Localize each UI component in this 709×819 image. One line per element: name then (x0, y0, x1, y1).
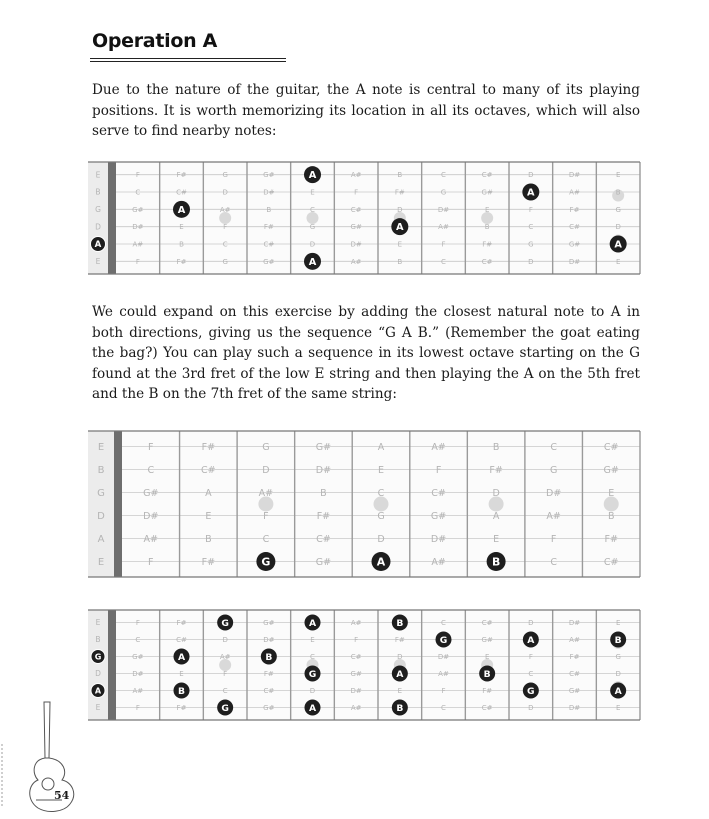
fret-note-label: F# (604, 533, 618, 545)
fret-note-label: F# (569, 652, 580, 661)
intro-paragraph: Due to the nature of the guitar, the A note is central to many of its playing positions. It is worth memorizing its location in all its octaves, which will also serve to find nearby notes: (92, 82, 640, 140)
fret-note-label: F (528, 652, 533, 661)
fret-note-label: F# (569, 205, 580, 214)
fret-note-label: F (148, 441, 154, 453)
fret-note-label: D# (568, 257, 581, 266)
fret-note-label: A# (143, 533, 159, 545)
fret-note-label: F# (316, 510, 331, 522)
fret-note-label: C (222, 686, 228, 695)
fret-note-label: B (484, 223, 490, 232)
fret-note-label: E (310, 188, 315, 197)
fret-note-label: G# (430, 510, 447, 522)
fret-note-label: G (528, 240, 534, 249)
fret-note-label: A# (258, 487, 274, 499)
page-number: 54 (54, 789, 70, 802)
fret-note-label: B (397, 257, 403, 266)
heading-rule-top (90, 58, 286, 59)
note-marker-label: G (308, 668, 317, 680)
fret-note-label: F# (201, 556, 216, 568)
fretboard-diagram-g-a-b-low-e (88, 427, 640, 579)
fret-note-label: D# (568, 703, 581, 712)
fretboard-background (88, 431, 640, 577)
fret-note-label: G (222, 257, 228, 266)
fret-note-label: E (310, 635, 315, 644)
fret-note-label: F# (482, 240, 493, 249)
note-marker-label: A (177, 204, 186, 216)
fret-note-label: D (262, 464, 270, 476)
fret-note-label: F (263, 510, 269, 522)
fret-note-label: B (179, 240, 184, 249)
fret-note-label: F# (176, 703, 187, 712)
fret-note-label: G (222, 171, 228, 180)
fret-note-label: A# (438, 223, 449, 232)
fret-note-label: B (205, 533, 212, 545)
note-marker-label: A (527, 634, 535, 646)
fret-note-label: D (309, 686, 316, 695)
fret-note-label: A# (132, 240, 144, 249)
note-marker-label: G (221, 617, 229, 629)
fret-note-label: E (493, 533, 500, 545)
fret-note-label: D (615, 669, 621, 678)
string-name-label: E (97, 442, 105, 453)
note-marker-label: B (177, 685, 186, 697)
fret-note-label: C# (569, 669, 580, 678)
note-marker-label: G (261, 555, 271, 569)
note-marker-label: A (527, 187, 535, 199)
fret-note-label: C (550, 441, 557, 453)
fret-note-label: D# (263, 635, 275, 644)
fret-note-label: B (266, 205, 272, 214)
string-name-label: E (97, 557, 105, 568)
fret-note-label: G# (263, 171, 275, 180)
heading-rule-bottom (90, 61, 286, 62)
fret-note-label: D (528, 703, 534, 712)
string-name-label: E (95, 256, 101, 266)
fret-note-label: A# (350, 703, 362, 712)
string-name-label: B (95, 187, 101, 197)
note-marker-label: B (491, 555, 501, 569)
fret-note-label: C# (316, 533, 331, 545)
fret-note-label: C (135, 635, 141, 644)
note-marker-label: B (265, 651, 273, 663)
note-marker-label: B (396, 702, 404, 714)
string-name-label: G (95, 204, 101, 214)
fret-note-label: E (397, 240, 403, 249)
note-marker-label: G (527, 685, 535, 697)
fret-note-label: G (262, 441, 270, 453)
note-marker-label: A (396, 222, 404, 234)
fret-note-label: C (528, 223, 534, 232)
fret-note-label: G (615, 652, 621, 661)
fretboard-background (88, 610, 640, 720)
fret-note-label: G# (350, 223, 362, 232)
note-marker-label: A (614, 239, 622, 251)
fret-note-label: C (310, 205, 315, 214)
fret-note-label: C# (263, 240, 275, 249)
fret-note-label: E (615, 618, 621, 627)
fret-note-label: G (549, 464, 558, 476)
note-marker-label: A (308, 256, 317, 268)
fret-note-label: C# (603, 441, 619, 453)
fret-note-label: G (377, 510, 385, 522)
fret-note-label: D# (143, 510, 159, 522)
fret-note-label: F (550, 533, 557, 545)
fret-note-label: C (441, 703, 446, 712)
fret-note-label: D (309, 240, 316, 249)
open-string-marker-label: A (94, 240, 102, 251)
fret-note-label: D# (132, 223, 144, 232)
string-name-label: E (95, 703, 101, 713)
fret-note-label: B (397, 171, 403, 180)
fret-note-label: A# (350, 171, 362, 180)
fret-note-label: F (135, 703, 140, 712)
fret-note-label: E (179, 223, 184, 232)
string-name-label: D (95, 222, 101, 232)
fret-note-label: G# (315, 556, 332, 568)
fret-note-label: E (484, 205, 490, 214)
fret-note-label: F# (263, 669, 274, 678)
fret-note-label: D (397, 205, 403, 214)
fret-note-label: C# (481, 618, 493, 627)
fret-note-label: F (354, 188, 359, 197)
fret-note-label: D (528, 171, 534, 180)
fret-note-label: C (441, 257, 446, 266)
fret-note-label: E (397, 686, 403, 695)
note-marker-label: G (221, 702, 229, 714)
fret-note-label: B (320, 487, 327, 499)
fret-note-label: F (441, 240, 446, 249)
fret-note-label: C# (481, 257, 493, 266)
fret-note-label: E (484, 652, 490, 661)
fret-note-label: F (435, 464, 442, 476)
fret-note-label: C (441, 171, 446, 180)
fret-note-label: D# (568, 171, 581, 180)
guitar-outline-illustration (2, 700, 92, 816)
fret-note-label: A (492, 510, 500, 522)
string-name-label: G (97, 488, 105, 499)
fret-note-label: F (135, 171, 140, 180)
fret-note-label: E (615, 257, 621, 266)
fret-note-label: G# (132, 205, 144, 214)
fret-note-label: A# (431, 441, 446, 453)
note-marker-label: A (308, 617, 317, 629)
fret-note-label: C (147, 464, 155, 476)
string-name-label: E (95, 170, 101, 180)
fret-note-label: C# (481, 171, 493, 180)
fret-note-label: E (608, 487, 615, 499)
fret-note-label: F (223, 669, 228, 678)
nut (108, 610, 116, 720)
fret-note-label: F# (176, 171, 187, 180)
fret-note-label: G# (603, 464, 619, 476)
fret-note-label: D# (437, 652, 450, 661)
fret-note-label: D# (437, 205, 450, 214)
fret-note-label: D (397, 652, 403, 661)
fret-note-label: F# (394, 188, 405, 197)
fret-note-label: G# (263, 257, 275, 266)
fret-note-label: F# (201, 441, 216, 453)
fret-note-label: D (222, 188, 228, 197)
note-marker-label: A (308, 702, 317, 714)
fret-note-label: G (440, 188, 447, 197)
nut (108, 162, 116, 274)
fret-note-label: F# (176, 618, 187, 627)
note-marker-label: G (439, 634, 448, 646)
fret-note-label: D (528, 257, 534, 266)
string-name-label: E (95, 618, 101, 628)
fret-note-label: F (354, 635, 359, 644)
note-marker-label: A (308, 170, 317, 182)
fret-note-label: A# (569, 635, 580, 644)
fretboard-diagram-a-positions (88, 160, 640, 276)
fret-note-label: D# (263, 188, 275, 197)
fret-note-label: E (179, 669, 184, 678)
fret-note-label: D (615, 223, 621, 232)
fret-note-label: G# (263, 618, 275, 627)
fret-note-label: C# (350, 652, 362, 661)
fret-note-label: C (441, 618, 446, 627)
fretboard-diagram-g-a-b-all (88, 608, 640, 722)
fret-note-label: B (607, 510, 615, 522)
fret-note-label: C (377, 487, 385, 499)
string-name-label: B (95, 635, 101, 645)
fret-note-label: F (528, 205, 533, 214)
fret-note-label: F# (263, 223, 274, 232)
fret-note-label: C (310, 652, 315, 661)
note-marker-label: B (396, 617, 404, 629)
fret-note-label: A# (438, 669, 449, 678)
fret-note-label: F# (489, 464, 503, 476)
fret-note-label: F (148, 556, 154, 568)
fret-note-label: D# (315, 464, 332, 476)
section-heading: Operation A (92, 30, 218, 52)
fret-note-label: C# (481, 703, 493, 712)
fret-note-label: G# (132, 652, 144, 661)
fret-note-label: D (492, 487, 500, 499)
fret-note-label: D# (132, 669, 144, 678)
open-string-marker-label: G (94, 652, 102, 662)
fret-note-label: A# (431, 556, 446, 568)
fret-note-label: G# (143, 487, 159, 499)
fret-note-label: C# (350, 205, 362, 214)
fret-note-label: C# (603, 556, 619, 568)
fret-note-label: G# (481, 635, 493, 644)
fret-note-label: D# (430, 533, 447, 545)
string-name-label: A (97, 534, 105, 545)
fret-note-label: C# (176, 635, 187, 644)
fret-note-label: C (222, 240, 228, 249)
note-marker-label: B (614, 634, 622, 646)
expansion-paragraph: We could expand on this exercise by adding the closest natural note to A in both directions, giving us the sequence “G A B.” (Remember the goat eating the bag?) You can play such a sequence in its lowest octave starting on the G found at the 3rd fret of the low E string and then playing the A on the 5th fret and the B on the 7th fret of the same string: (92, 304, 640, 403)
fret-note-label: D# (568, 618, 581, 627)
fret-note-label: F (135, 257, 140, 266)
string-name-label: D (97, 511, 105, 522)
fret-note-label: F# (176, 257, 187, 266)
fret-note-label: C (528, 669, 534, 678)
fret-note-label: D# (546, 487, 562, 499)
fret-note-label: D (528, 618, 534, 627)
string-name-label: D (95, 669, 101, 679)
fret-note-label: C (262, 533, 270, 545)
fret-note-label: A# (219, 205, 231, 214)
fret-note-label: G# (315, 441, 332, 453)
fret-note-label: C (550, 556, 557, 568)
fret-note-label: C# (263, 686, 275, 695)
fret-note-label: E (615, 171, 621, 180)
fret-note-label: D (377, 533, 385, 545)
fret-note-label: G# (350, 669, 362, 678)
fret-note-label: G# (568, 240, 581, 249)
fret-note-label: F# (394, 635, 405, 644)
fret-note-label: E (205, 510, 212, 522)
fret-note-label: B (492, 441, 500, 453)
fret-note-label: F (441, 686, 446, 695)
note-marker-label: A (376, 555, 386, 569)
fret-note-label: G (615, 205, 621, 214)
fret-note-label: A (205, 487, 212, 499)
string-name-label: B (97, 465, 105, 476)
fret-note-label: G# (568, 686, 581, 695)
fret-note-label: A (377, 441, 385, 453)
fret-note-label: D# (350, 240, 362, 249)
fret-note-label: E (377, 464, 385, 476)
fret-note-label: C# (569, 223, 580, 232)
nut (114, 431, 122, 577)
fret-note-label: C (135, 188, 141, 197)
fret-note-label: C# (201, 464, 216, 476)
fret-note-label: D# (350, 686, 362, 695)
fret-note-label: F (135, 618, 140, 627)
fret-note-label: G# (263, 703, 275, 712)
fret-note-label: A# (350, 257, 362, 266)
fret-note-label: D (222, 635, 228, 644)
fret-note-label: C# (176, 188, 187, 197)
fret-note-label: A# (132, 686, 144, 695)
open-string-marker-label: A (94, 686, 102, 696)
fret-note-label: F# (482, 686, 493, 695)
fret-note-label: F (223, 223, 228, 232)
fret-note-label: A# (569, 188, 580, 197)
note-marker-label: B (483, 668, 491, 680)
fret-note-label: E (615, 703, 621, 712)
note-marker-label: A (614, 685, 622, 697)
fret-note-label: A# (546, 510, 561, 522)
fret-note-label: G (309, 223, 316, 232)
fret-note-label: G# (481, 188, 493, 197)
fret-note-label: A# (219, 652, 231, 661)
fret-note-label: A# (350, 618, 362, 627)
fret-note-label: B (615, 188, 621, 197)
fret-note-label: C# (431, 487, 446, 499)
note-marker-label: A (177, 651, 186, 663)
note-marker-label: A (396, 668, 404, 680)
fretboard-background (88, 162, 640, 274)
